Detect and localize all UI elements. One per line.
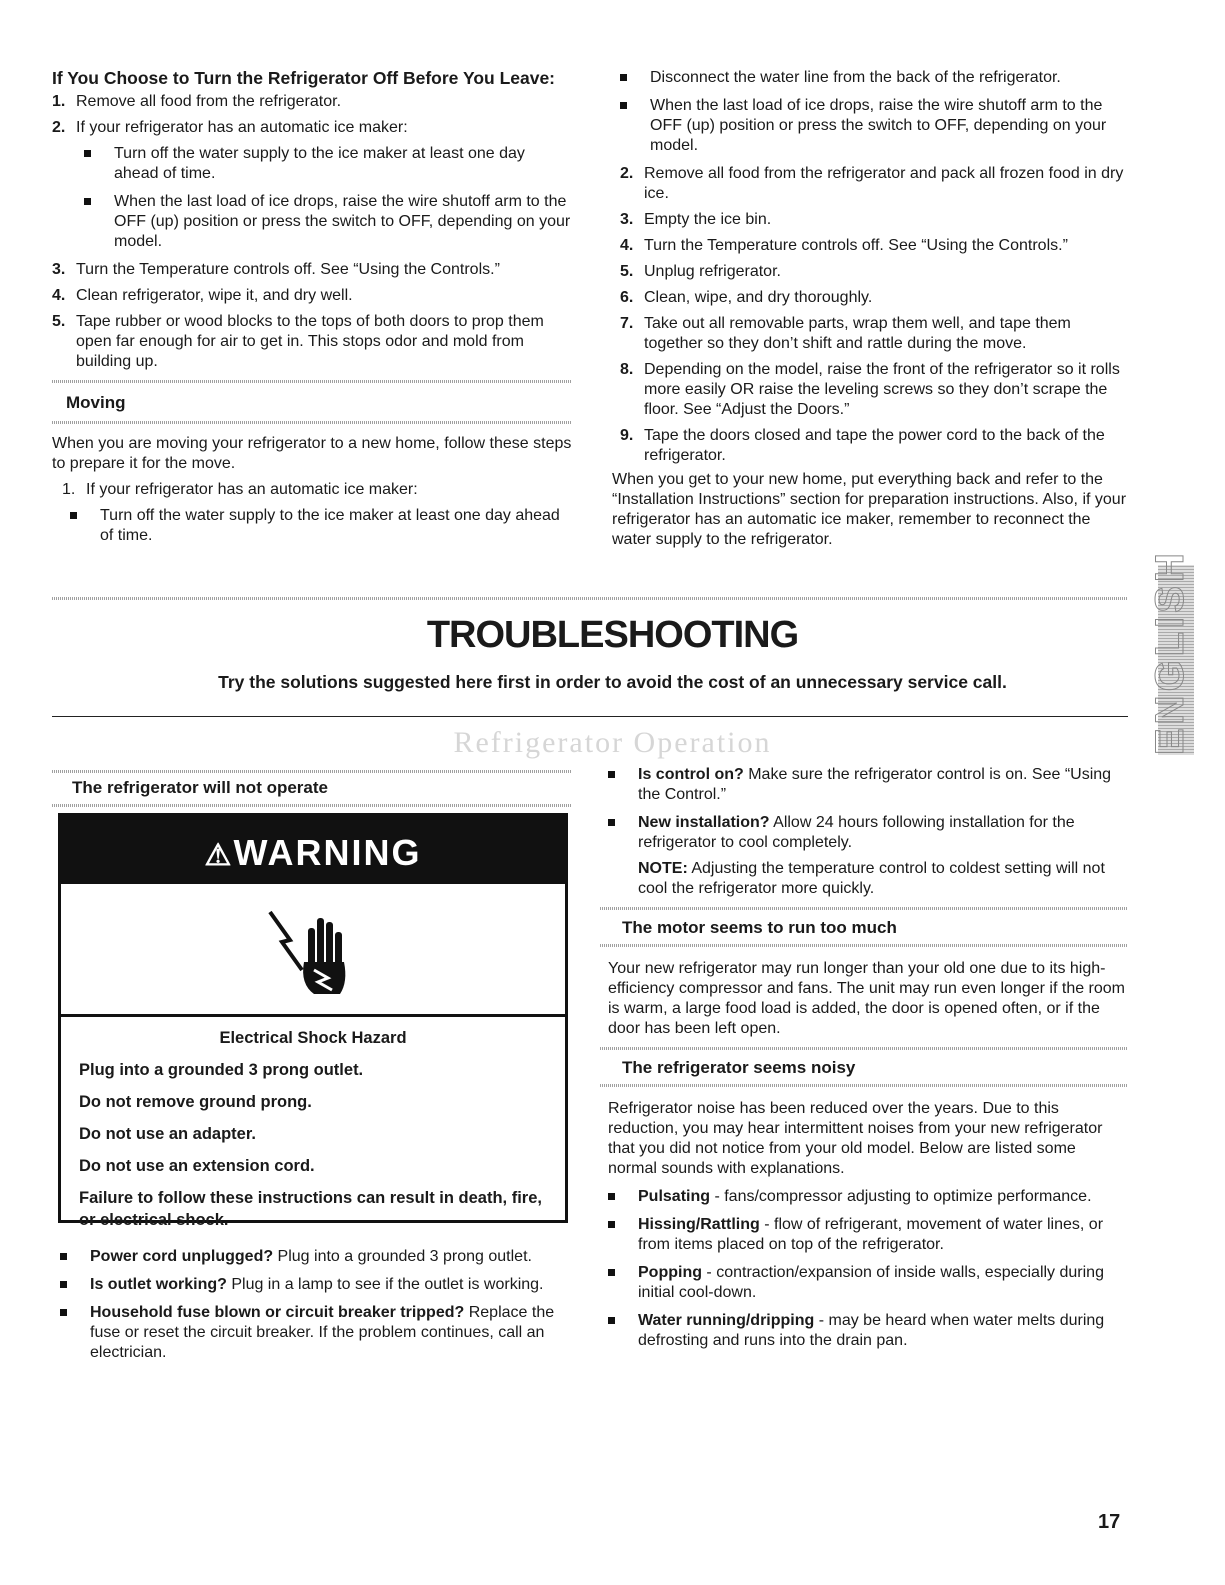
page-number: 17 (1098, 1511, 1121, 1533)
list-item: 9. Tape the doors closed and tape the power cord to the back of the refrigerator. (620, 427, 1105, 464)
warning-triangle-icon: ⚠ (204, 839, 234, 872)
warning-header: ⚠WARNING (61, 816, 565, 884)
list-item: New installation? Allow 24 hours following installation for the refrigerator to cool completely. NOTE: Adjusting the temperature control to coldest setting will not cool the refrigerator more quickly. (600, 813, 1128, 899)
hazard-title: Electrical Shock Hazard (219, 1029, 407, 1047)
moving-intro: When you are moving your refrigerator to a new home, follow these steps to prepare it for the move. (52, 435, 572, 472)
moving-bullets (62, 506, 572, 546)
hazard-line: Plug into a grounded 3 prong outlet. (79, 1061, 364, 1079)
shock-hazard-icon (61, 884, 565, 1017)
turn-off-section (52, 68, 572, 554)
list-item: 4. Clean refrigerator, wipe it, and dry well. (52, 287, 353, 304)
list-item: 2. Remove all food from the refrigerator and pack all frozen food in dry ice. (620, 165, 1124, 202)
list-item: Household fuse blown or circuit breaker tripped? Replace the fuse or reset the circuit breaker. If the problem continues, call an electrician. (52, 1303, 572, 1363)
list-item: 1. If your refrigerator has an automatic ice maker: Turn off the water supply to the ice maker at least one day ahead of time. (62, 480, 572, 546)
motor-heading: The motor seems to run too much (622, 918, 897, 937)
list-item: Water running/dripping - may be heard when water melts during defrosting and runs into the drain pan. (600, 1311, 1128, 1351)
list-item: 7. Take out all removable parts, wrap them well, and tape them together so they don’t shift and rattle during the move. (620, 315, 1071, 352)
list-item: Pulsating - fans/compressor adjusting to optimize performance. (600, 1187, 1128, 1207)
warning-box (58, 813, 568, 1229)
hazard-line: Failure to follow these instructions can result in death, fire, or electrical shock. (79, 1189, 542, 1229)
ice-maker-bullets (76, 144, 572, 252)
moving-steps-continued (612, 164, 1127, 466)
divider (600, 944, 1128, 947)
page-title: TROUBLESHOOTING (426, 614, 799, 656)
list-item: 2. If your refrigerator has an automatic ice maker: Turn off the water supply to the ice maker at least one day ahead of time. When the last load of ice drops, raise the wire shutoff arm to the OFF (up) position or press the switch to OFF, depending on your model. (52, 119, 571, 250)
list-item: 3. Turn the Temperature controls off. See “Using the Controls.” (52, 261, 500, 278)
bullet-icon (60, 1281, 67, 1288)
list-item: When the last load of ice drops, raise the wire shutoff arm to the OFF (up) position or press the switch to OFF, depending on your model. (612, 96, 1127, 156)
turn-off-heading: If You Choose to Turn the Refrigerator Off Before You Leave: (52, 68, 556, 88)
bullet-icon (608, 1317, 615, 1324)
not-operate-solutions (52, 1241, 572, 1371)
list-item: Turn off the water supply to the ice maker at least one day ahead of time. (62, 506, 572, 546)
not-operate-heading: The refrigerator will not operate (72, 778, 328, 797)
divider (52, 597, 1128, 600)
list-item: Popping - contraction/expansion of inside walls, especially during initial cool-down. (600, 1263, 1128, 1303)
noise-list (600, 1187, 1128, 1351)
bullet-icon (70, 512, 77, 519)
moving-steps (52, 480, 572, 546)
list-item: Turn off the water supply to the ice maker at least one day ahead of time. (76, 144, 572, 184)
list-item: 5. Unplug refrigerator. (620, 263, 781, 280)
hazard-text (61, 1017, 565, 1251)
bullet-icon (608, 1269, 615, 1276)
list-item: Is outlet working? Plug in a lamp to see if the outlet is working. (52, 1275, 572, 1295)
divider (600, 1047, 1128, 1050)
divider (52, 380, 572, 383)
bullet-icon (608, 771, 615, 778)
bullet-icon (608, 1193, 615, 1200)
list-item: Disconnect the water line from the back of the refrigerator. (612, 68, 1127, 88)
title-rule (52, 716, 1128, 717)
noisy-heading: The refrigerator seems noisy (622, 1058, 856, 1077)
divider (52, 770, 572, 773)
bullet-icon (60, 1309, 67, 1316)
bullet-icon (84, 150, 91, 157)
list-item: 1. Remove all food from the refrigerator. (52, 93, 342, 110)
list-item: Hissing/Rattling - flow of refrigerant, movement of water lines, or from items placed on top of the refrigerator. (600, 1215, 1128, 1255)
bullet-icon (60, 1253, 67, 1260)
section-title: Refrigerator Operation (453, 726, 772, 759)
motor-text: Your new refrigerator may run longer than your old one due to its high-efficiency compressor and fans. The unit may run even longer if the room is warm, a large food load is added, the door is opened often, or if the door has been left open. (608, 960, 1126, 1037)
bullet-icon (608, 819, 615, 826)
list-item: 5. Tape rubber or wood blocks to the tops of both doors to prop them open far enough for air to get in. This stops odor and mold from building up. (52, 313, 544, 370)
moving-closing: When you get to your new home, put everything back and refer to the “Installation Instructions” section for preparation instructions. Also, if your refrigerator has an automatic ice maker, remember to reconnect the water supply to the refrigerator. (612, 471, 1127, 548)
bullet-icon (84, 198, 91, 205)
list-item: 4. Turn the Temperature controls off. See “Using the Controls.” (620, 237, 1068, 254)
list-item: When the last load of ice drops, raise the wire shutoff arm to the OFF (up) position or press the switch to OFF, depending on your model. (76, 192, 572, 252)
divider (52, 804, 572, 807)
language-tab: ENGLISH (1148, 549, 1192, 755)
operation-solutions (600, 765, 1128, 1359)
divider (52, 421, 572, 424)
list-item: 6. Clean, wipe, and dry thoroughly. (620, 289, 873, 306)
divider (600, 1084, 1128, 1087)
hazard-line: Do not remove ground prong. (79, 1093, 312, 1111)
moving-continued (612, 68, 1127, 556)
bullet-icon (620, 74, 627, 81)
tagline: Try the solutions suggested here first in order to avoid the cost of an unnecessary service call. (218, 672, 1007, 692)
turn-off-steps (52, 92, 572, 372)
list-item: 3. Empty the ice bin. (620, 211, 772, 228)
list-item: 8. Depending on the model, raise the front of the refrigerator so it rolls more easily OR raise the leveling screws so they don’t scrape the floor. See “Adjust the Doors.” (620, 361, 1120, 418)
list-item: Power cord unplugged? Plug into a grounded 3 prong outlet. (52, 1247, 572, 1267)
water-line-bullets (612, 68, 1127, 156)
moving-heading: Moving (66, 393, 126, 412)
note: NOTE: Adjusting the temperature control to coldest setting will not cool the refrigerator more quickly. (638, 860, 1105, 897)
noisy-text: Refrigerator noise has been reduced over the years. Due to this reduction, you may hear intermittent noises from your new refrigerator that you did not notice from your old model. Below are listed some normal sounds with explanations. (608, 1100, 1103, 1177)
hazard-line: Do not use an extension cord. (79, 1157, 315, 1175)
hazard-line: Do not use an adapter. (79, 1125, 256, 1143)
list-item: Is control on? Make sure the refrigerator control is on. See “Using the Control.” (600, 765, 1128, 805)
bullet-icon (608, 1221, 615, 1228)
bullet-icon (620, 102, 627, 109)
divider (600, 907, 1128, 910)
